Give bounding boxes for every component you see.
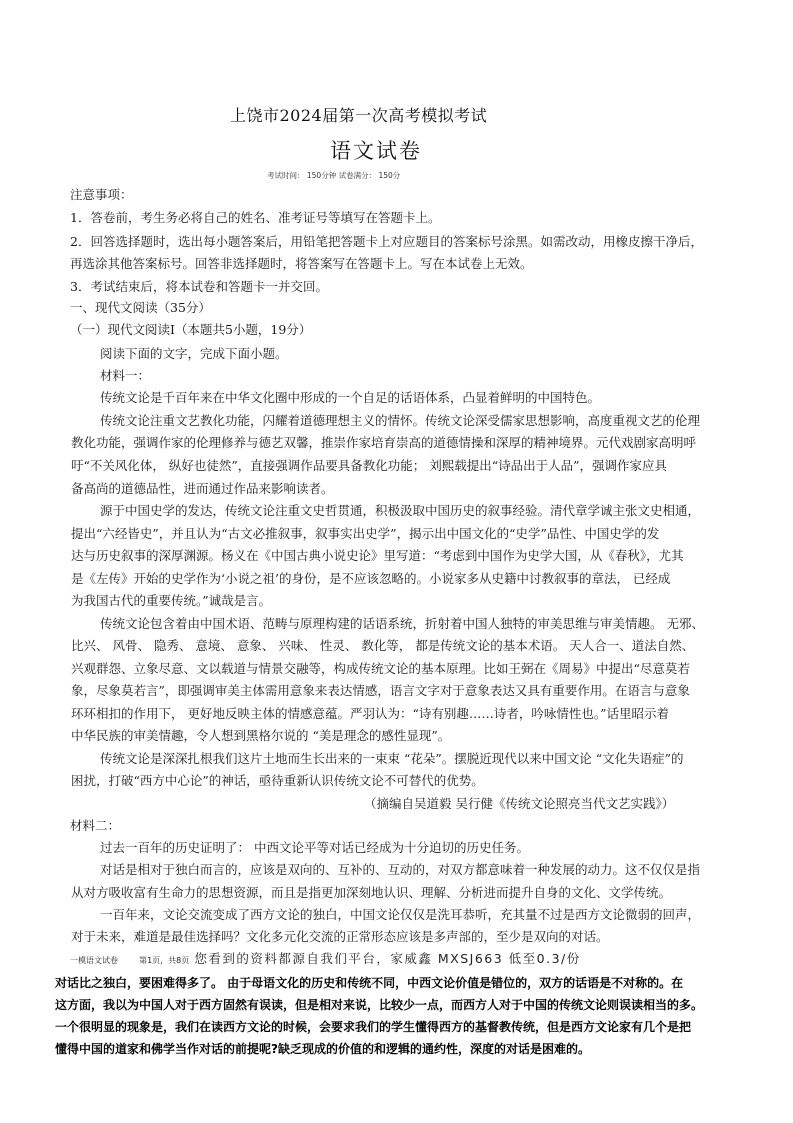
exam-title: 上饶市2024届第一次高考模拟考试 [230, 106, 488, 125]
paragraph-line: 是《左传》开始的史学作为‘小说之祖’的身份，是不应该忽略的。小说家多从史籍中讨教叙事的章法， 已经成 [71, 571, 671, 586]
paragraph-line: 兴观群怨、立象尽意、文以载道与情景交融等，构成传统文论的基本原理。比如王弼在《周易》中提出“尽意莫若 [71, 661, 690, 676]
paragraph-line: 对话是相对于独白而言的，应该是双向的、互补的、互动的，对双方都意味着一种发展的动力。这不仅仅是指 [100, 862, 701, 877]
paragraph-line: 传统文论注重文艺教化功能，闪耀着道德理想主义的情怀。传统文论深受儒家思想影响，高度重视文艺的伦理 [100, 413, 701, 428]
page-footer [70, 948, 581, 967]
paragraph-line: 中华民族的审美情趣，令人想到黑格尔说的 “美是理念的感性显现”。 [71, 728, 451, 743]
paragraph-line: 为我国古代的重要传统。”诚哉是言。 [71, 593, 272, 608]
source-citation: （摘编自吴道毅 吴行健《传统文论照亮当代文艺实践》） [364, 796, 675, 811]
note-item: 2．回答选择题时，选出每小题答案后，用铅笔把答题卡上对应题目的答案标号涂黑。如需改动，用橡皮擦干净后， [70, 234, 703, 249]
paragraph-line: 传统文论包含着由中国术语、范畴与原理构建的话语系统，折射着中国人独特的审美思维与审美情趣。 无邪、 [100, 616, 704, 631]
paragraph-line: 备高尚的道德品性，进而通过作品来影响读者。 [71, 481, 334, 496]
paragraph-line: 源于中国史学的发达，传统文论注重文史哲贯通，积极汲取中国历史的叙事经验。清代章学诚主张文史相通， [100, 503, 701, 518]
note-item: 再选涂其他答案标号。回答非选择题时，将答案写在答题卡上。写在本试卷上无效。 [70, 256, 533, 271]
paragraph-line: 环环相扣的作用下， 更好地反映主体的情感意蕴。严羽认为：“诗有别趣……诗者，吟咏情性也。”话里昭示着 [71, 706, 670, 721]
paragraph-line: 对于未来，难道是最佳选择吗？文化多元化交流的正常形态应该是多声部的，至少是双向的对话。 [71, 929, 609, 944]
paragraph-line: 象，尽象莫若言”，即强调审美主体需用意象来表达情感，语言文字对于意象表达又具有重要作用。在语言与意象 [71, 683, 690, 698]
paragraph-line: 过去一百年的历史证明了： 中西文论平等对话已经成为十分迫切的历史任务。 [100, 840, 529, 855]
footer-left: 一模语文试卷 [70, 956, 118, 965]
paragraph-line: 达与历史叙事的深厚渊源。杨义在《中国古典小说史论》里写道：“考虑到中国作为史学大国，从《春秋》，尤其 [71, 548, 684, 563]
paragraph-line: 教化功能，强调作家的伦理修养与德艺双馨，推崇作家培育崇高的道德情操和深厚的精神境界。元代戏剧家高明呼 [71, 435, 697, 450]
paragraph-line: 一百年来，文论交流变成了西方文论的独白，中国文论仅仅是洗耳恭听，充其量不过是西方文论微弱的回声， [100, 907, 701, 922]
bold-text-line: 一个很明显的现象是，我们在读西方文论的时候，会要求我们的学生懂得西方的基督教传统，但是西方文论家有几个是把 [55, 1020, 692, 1034]
section-heading: 一、现代文阅读（35分） [70, 300, 211, 315]
paragraph-line: 困扰，打破“西方中心论”的神话，亟待重新认识传统文论不可替代的优势。 [71, 773, 484, 788]
subsection-heading: （一）现代文阅读Ⅰ（本题共5小题，19分） [70, 322, 312, 337]
paragraph-line: 传统文论是千百年来在中华文化圈中形成的一个自足的话语体系，凸显着鲜明的中国特色。 [100, 390, 601, 405]
paragraph-line: 比兴、 风骨、 隐秀、 意境、 意象、 兴味、 性灵、 教化等， 都是传统文论的基本术语。 天人合一、道法自然、 [71, 638, 695, 653]
paragraph-line: 传统文论是深深扎根我们这片土地而生长出来的一束束 “花朵”。摆脱近现代以来中国文论 “文化失语症”的 [100, 751, 684, 766]
bold-text-line: 懂得中国的道家和佛学当作对话的前提呢?缺乏现成的价值的和逻辑的通约性，深度的对话是困难的。 [55, 1042, 590, 1056]
exam-meta: 考试时间： 150分钟 试卷满分： 150分 [267, 171, 401, 180]
material-label: 材料一： [100, 368, 151, 383]
paragraph-line: 吁“不关风化体， 纵好也徒然”，直接强调作品要具备教化功能； 刘熙载提出“诗品出于人品”，强调作家应具 [71, 458, 668, 473]
note-item: 3．考试结束后，将本试卷和答题卡一并交回。 [70, 279, 328, 294]
notes-heading: 注意事项： [70, 187, 133, 202]
subject-title: 语文试卷 [330, 139, 422, 163]
bold-text-line: 对话比之独白，要困难得多了。 由于母语文化的历史和传统不同，中西文论价值是错位的，双方的话语是不对称的。在 [55, 976, 684, 990]
material-label: 材料二： [70, 818, 121, 833]
paragraph-line: 提出“六经皆史”，并且认为“古文必推叙事，叙事实出史学”，揭示出中国文化的“史学”品性、中国史学的发 [71, 526, 660, 541]
bold-text-line: 这方面，我以为中国人对于西方固然有误读，但是相对来说，比较少一点，而西方人对于中国的传统文论则误读相当的多。 [55, 998, 704, 1012]
note-item: 1．答卷前，考生务必将自己的姓名、准考证号等填写在答题卡上。 [70, 210, 441, 225]
paragraph-line: 从对方吸收富有生命力的思想资源，而且是指更加深刻地认识、理解、分析进而提升自身的文化、文学传统。 [71, 885, 672, 900]
footer-page: 第1页，共8页 [139, 956, 190, 965]
footer-promo: 您看到的资料都源自我们平台，家威鑫 MXSJ663 低至0.3/份 [194, 951, 581, 966]
instruction: 阅读下面的文字，完成下面小题。 [100, 346, 288, 361]
